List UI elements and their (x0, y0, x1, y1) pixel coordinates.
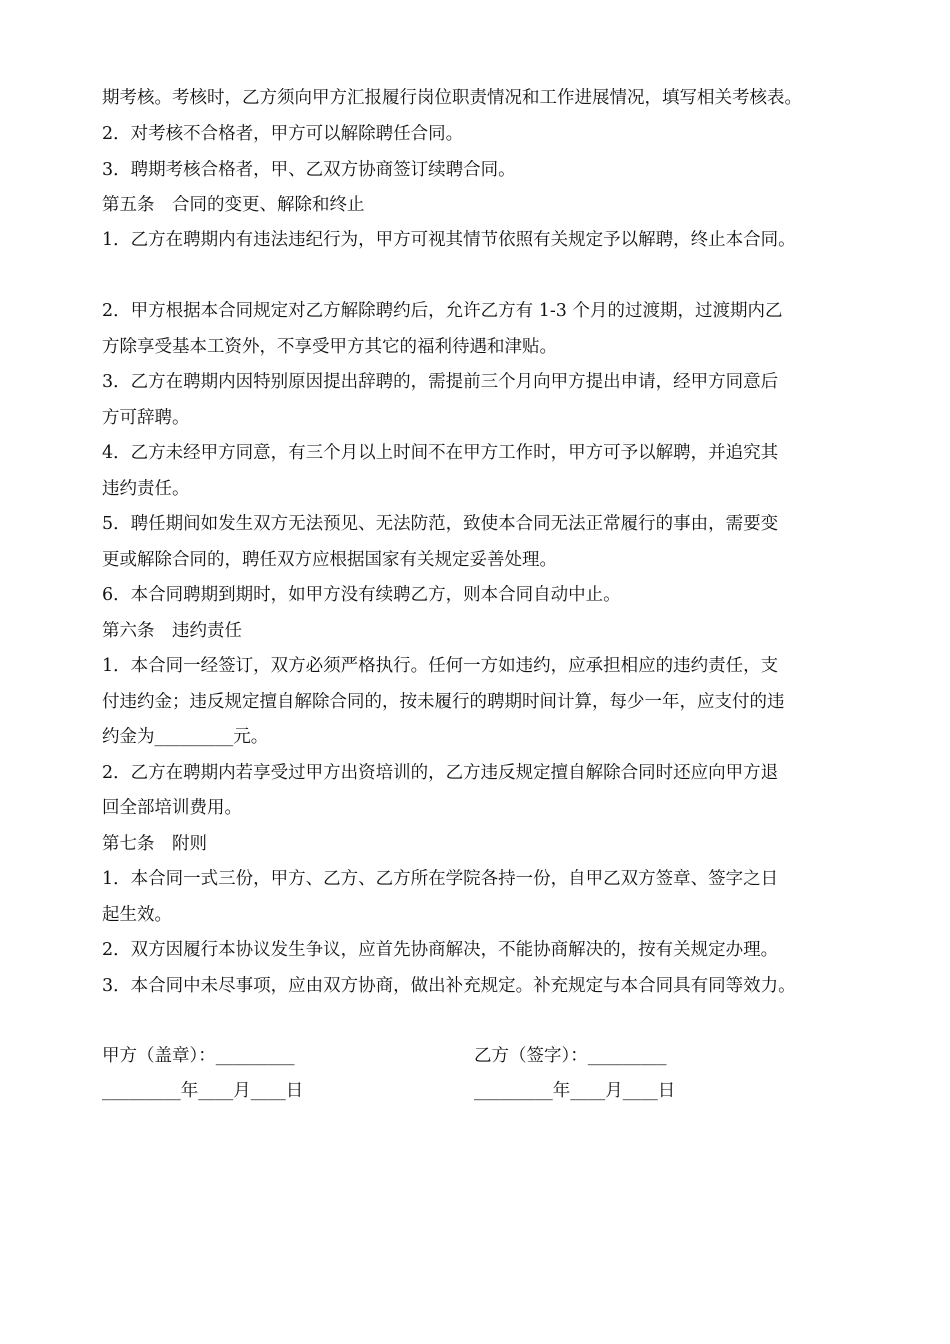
clause-text: 回全部培训费用。 (102, 798, 242, 818)
clause-text: 1．本合同一经签订，双方必须严格执行。任何一方如违约，应承担相应的违约责任，支 (102, 656, 779, 676)
clause-text: 违约责任。 (102, 479, 190, 499)
clause-text: 更或解除合同的，聘任双方应根据国家有关规定妥善处理。 (102, 550, 557, 570)
party-b-signature-line: 乙方（签字）：_________ (474, 1046, 667, 1066)
clause-text: 2．甲方根据本合同规定对乙方解除聘约后，允许乙方有 1-3 个月的过渡期，过渡期内乙 (102, 301, 783, 321)
section-heading: 第五条 合同的变更、解除和终止 (102, 195, 365, 215)
clause-text: 期考核。考核时，乙方须向甲方汇报履行岗位职责情况和工作进展情况，填写相关考核表。 (102, 88, 802, 108)
clause-text: 6．本合同聘期到期时，如甲方没有续聘乙方，则本合同自动中止。 (102, 585, 621, 605)
clause-text: 付违约金；违反规定擅自解除合同的，按未履行的聘期时间计算，每少一年，应支付的违 (102, 692, 785, 712)
clause-text: 1．乙方在聘期内有违法违纪行为，甲方可视其情节依照有关规定予以解聘，终止本合同。 (102, 230, 796, 250)
party-a-date-line: _________年____月____日 (102, 1081, 304, 1101)
clause-text: 4．乙方未经甲方同意，有三个月以上时间不在甲方工作时，甲方可予以解聘，并追究其 (102, 443, 779, 463)
clause-text: 1．本合同一式三份，甲方、乙方、乙方所在学院各持一份，自甲乙双方签章、签字之日 (102, 869, 779, 889)
clause-text: 3．本合同中未尽事项，应由双方协商，做出补充规定。补充规定与本合同具有同等效力。 (102, 976, 796, 996)
clause-text: 2．对考核不合格者，甲方可以解除聘任合同。 (102, 124, 464, 144)
clause-text: 约金为_________元。 (102, 727, 269, 747)
clause-text: 3．乙方在聘期内因特别原因提出辞聘的，需提前三个月向甲方提出申请，经甲方同意后 (102, 372, 779, 392)
clause-text: 方可辞聘。 (102, 408, 190, 428)
section-heading: 第七条 附则 (102, 834, 207, 854)
party-a-seal-line: 甲方（盖章）：_________ (102, 1046, 295, 1066)
clause-text: 2．乙方在聘期内若享受过甲方出资培训的，乙方违反规定擅自解除合同时还应向甲方退 (102, 763, 779, 783)
clause-text: 方除享受基本工资外，不享受甲方其它的福利待遇和津贴。 (102, 337, 557, 357)
section-heading: 第六条 违约责任 (102, 621, 242, 641)
clause-text: 2．双方因履行本协议发生争议，应首先协商解决，不能协商解决的，按有关规定办理。 (102, 940, 779, 960)
clause-text: 3．聘期考核合格者，甲、乙双方协商签订续聘合同。 (102, 160, 516, 180)
clause-text: 5．聘任期间如发生双方无法预见、无法防范，致使本合同无法正常履行的事由，需要变 (102, 514, 779, 534)
clause-text: 起生效。 (102, 905, 172, 925)
party-b-date-line: _________年____月____日 (474, 1081, 676, 1101)
